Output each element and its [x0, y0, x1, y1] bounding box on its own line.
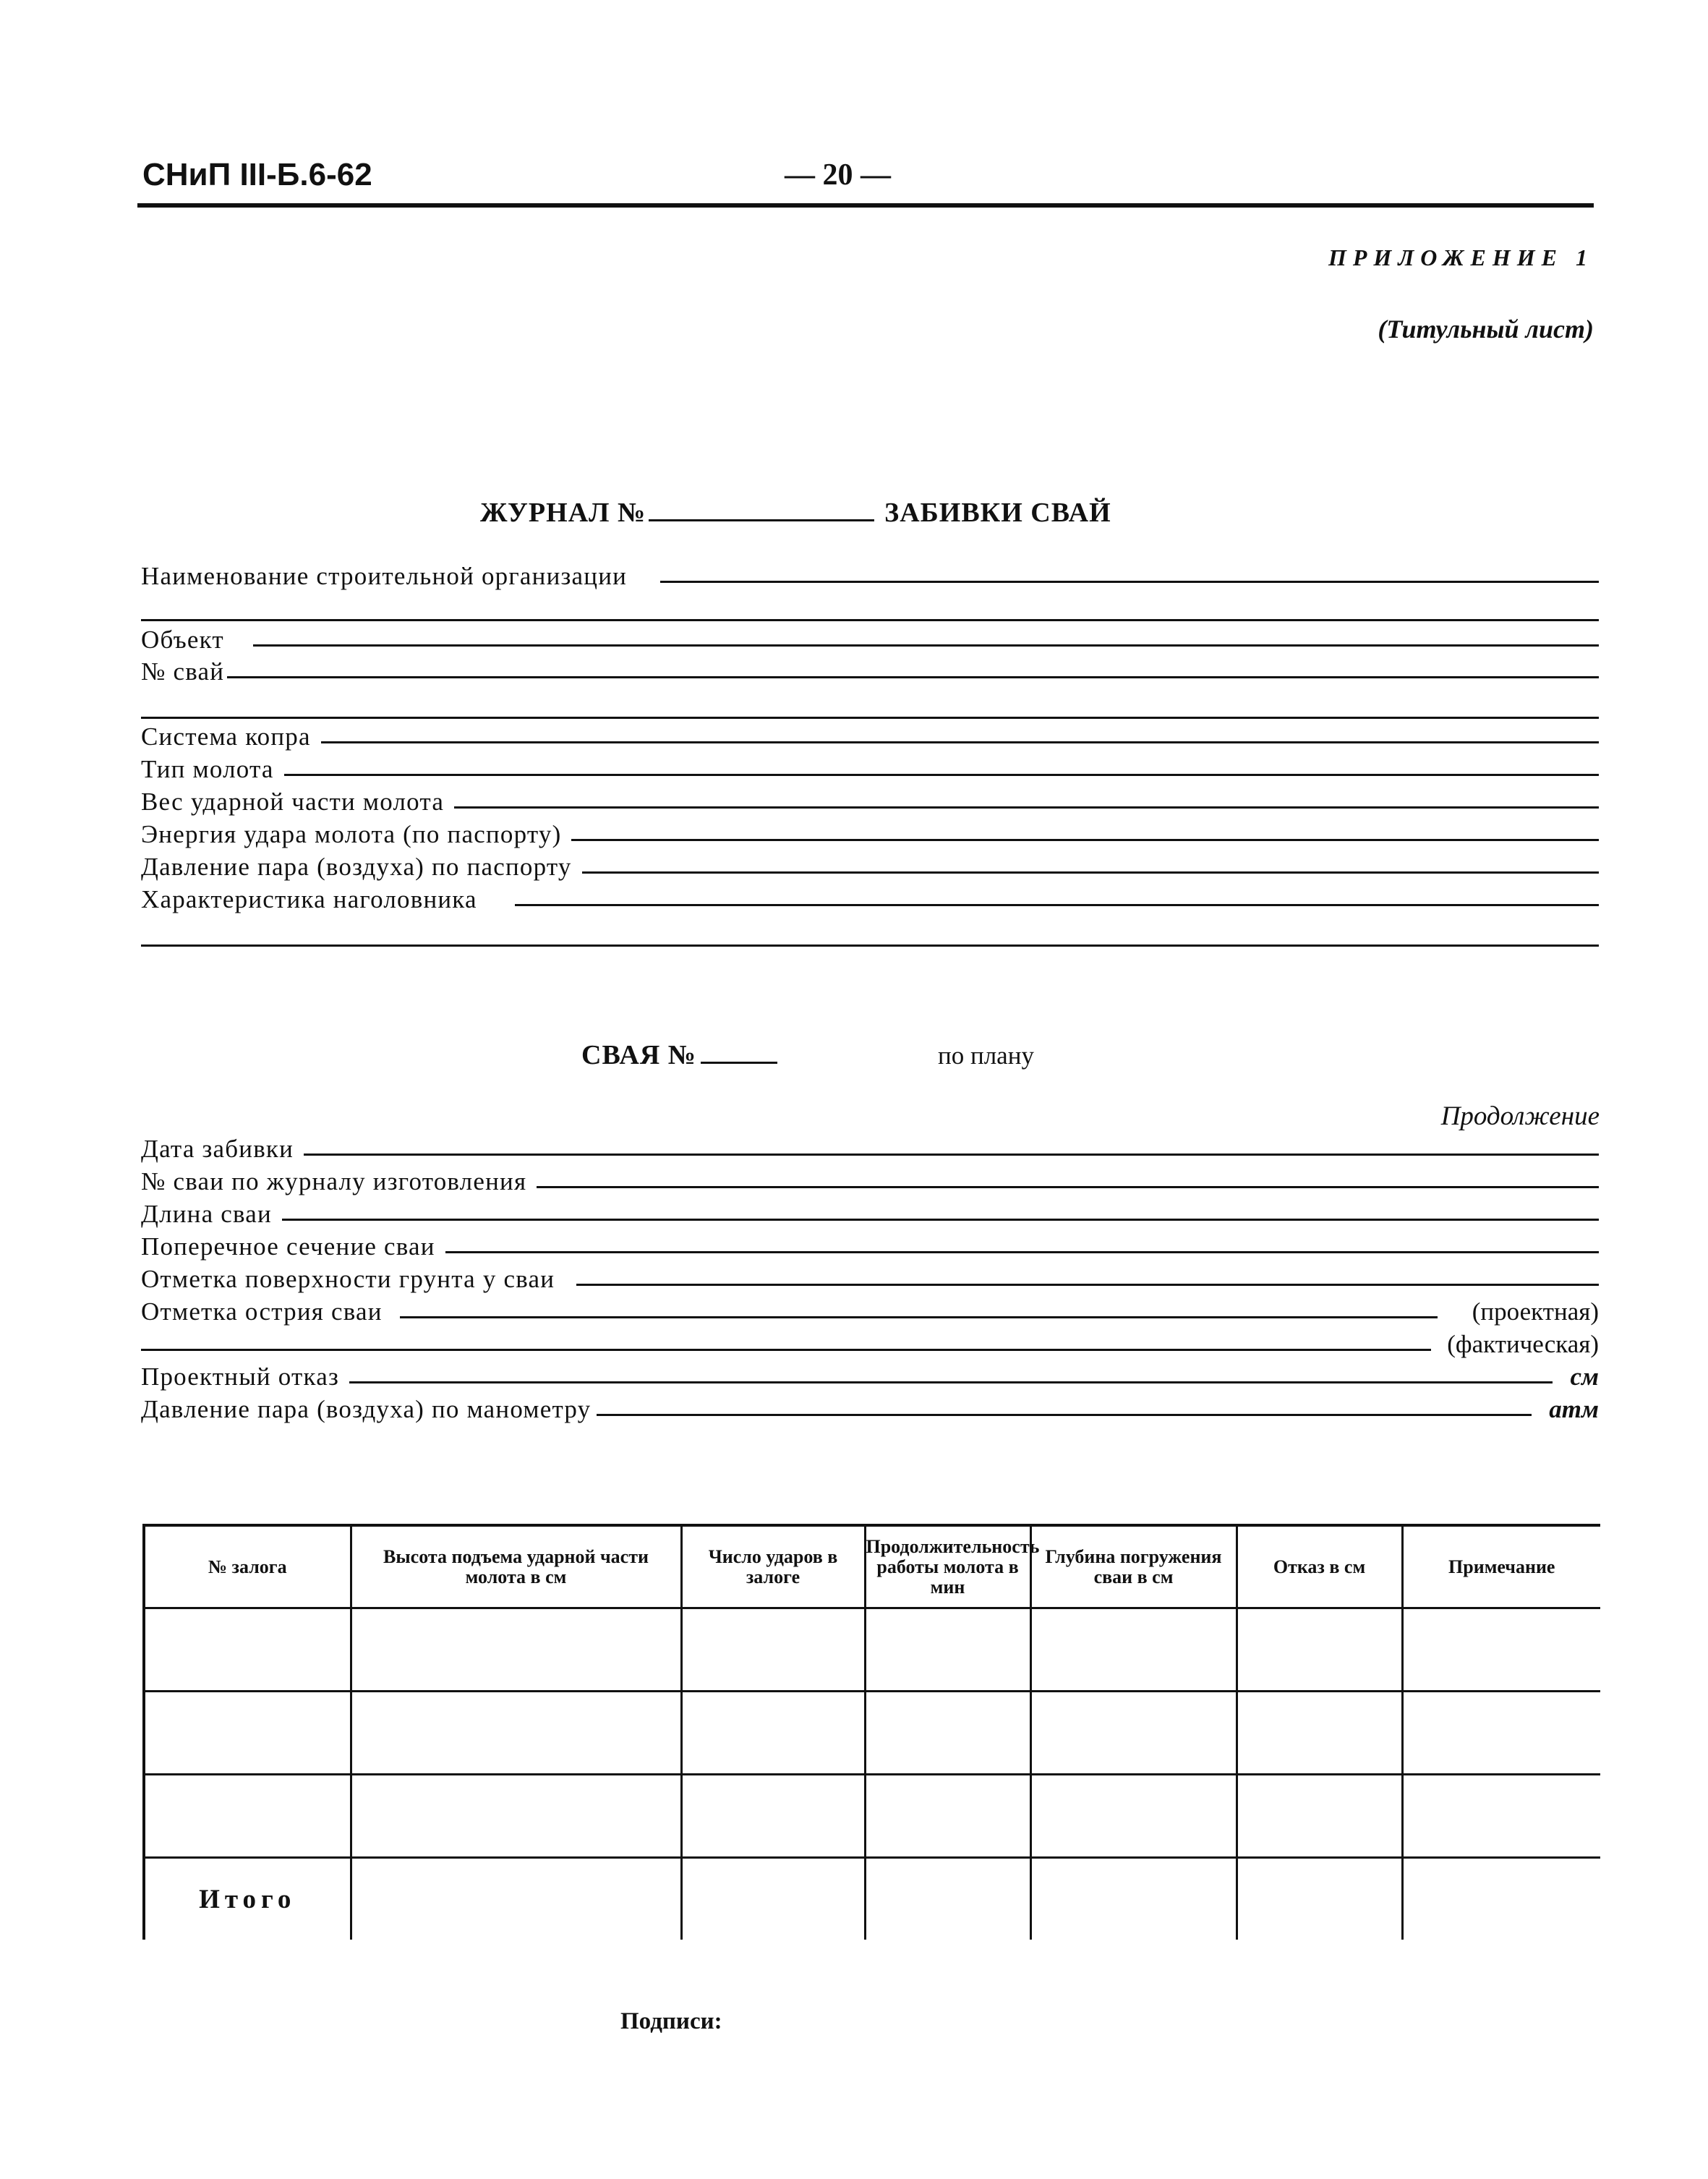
- field-label: Давление пара (воздуха) по манометру: [141, 1395, 592, 1423]
- field-label: Тип молота: [141, 755, 274, 783]
- table-cell[interactable]: [1402, 1608, 1600, 1692]
- fill-line[interactable]: [321, 741, 1599, 743]
- fill-line[interactable]: [227, 675, 1599, 678]
- field-organization[interactable]: [141, 560, 1599, 592]
- total-row: [144, 1858, 1600, 1940]
- field-impact-energy[interactable]: [141, 818, 1599, 850]
- col-header-duration: Продолжительность работы молота в мин: [865, 1525, 1030, 1608]
- field-pile-length[interactable]: [141, 1198, 1599, 1229]
- table-cell[interactable]: [1030, 1775, 1237, 1858]
- journal-suffix: ЗАБИВКИ СВАЙ: [884, 498, 1111, 528]
- blank-line[interactable]: [141, 619, 1599, 621]
- continuation-label: Продолжение: [1440, 1101, 1600, 1131]
- field-steam-pressure-passport[interactable]: [141, 850, 1599, 882]
- actual-unit: (фактическая): [1447, 1330, 1599, 1358]
- fill-line[interactable]: [660, 580, 1599, 583]
- table-cell[interactable]: [1030, 1692, 1237, 1775]
- field-hammer-weight[interactable]: [141, 785, 1599, 817]
- table-cell[interactable]: [351, 1775, 681, 1858]
- total-label: Итого: [144, 1858, 351, 1940]
- fill-line[interactable]: [253, 644, 1599, 647]
- table-cell[interactable]: [1237, 1692, 1402, 1775]
- table-cell[interactable]: [865, 1608, 1030, 1692]
- table-cell[interactable]: [1030, 1858, 1237, 1940]
- table-cell[interactable]: [1402, 1692, 1600, 1775]
- table-header-row: [144, 1525, 1600, 1608]
- table-cell[interactable]: [865, 1692, 1030, 1775]
- field-label: Энергия удара молота (по паспорту): [141, 820, 562, 848]
- col-header-depth: Глубина погружения сваи в см: [1030, 1525, 1237, 1608]
- fill-line[interactable]: [141, 1348, 1431, 1351]
- table-cell[interactable]: [1402, 1858, 1600, 1940]
- signatures-label: Подписи:: [620, 2008, 722, 2034]
- table-cell[interactable]: [865, 1858, 1030, 1940]
- atm-unit: атм: [1549, 1395, 1599, 1423]
- table-row: [144, 1775, 1600, 1858]
- field-driving-date[interactable]: [141, 1133, 1599, 1164]
- col-header-note: Примечание: [1402, 1525, 1600, 1608]
- field-label: № сваи по журналу изготовления: [141, 1167, 527, 1195]
- field-label: Проектный отказ: [141, 1363, 339, 1391]
- field-label: Длина сваи: [141, 1200, 272, 1228]
- field-pile-driver[interactable]: [141, 720, 1599, 752]
- field-label: Отметка поверхности грунта у сваи: [141, 1265, 555, 1293]
- field-piles[interactable]: [141, 655, 1599, 687]
- blank-line[interactable]: [141, 717, 1599, 719]
- field-label: Система копра: [141, 722, 311, 751]
- field-design-refusal[interactable]: [141, 1360, 1599, 1392]
- fill-line[interactable]: [515, 903, 1599, 906]
- field-steam-pressure-gauge[interactable]: [141, 1393, 1599, 1425]
- table-cell[interactable]: [681, 1608, 865, 1692]
- field-pile-log-number[interactable]: [141, 1165, 1599, 1197]
- by-plan-label: по плану: [938, 1041, 1034, 1070]
- pile-number-blank[interactable]: [701, 1062, 777, 1064]
- field-label: Дата забивки: [141, 1135, 294, 1163]
- fill-line[interactable]: [597, 1413, 1532, 1416]
- field-label: № свай: [141, 657, 225, 686]
- fill-line[interactable]: [282, 1218, 1599, 1221]
- field-cross-section[interactable]: [141, 1230, 1599, 1262]
- col-header-number: № залога: [144, 1525, 351, 1608]
- field-object[interactable]: [141, 623, 1599, 655]
- col-header-refusal: Отказ в см: [1237, 1525, 1402, 1608]
- fill-line[interactable]: [349, 1381, 1553, 1383]
- col-header-blows: Число ударов в залоге: [681, 1525, 865, 1608]
- table-cell[interactable]: [681, 1775, 865, 1858]
- driving-log-table: [142, 1524, 1600, 1940]
- field-label: Объект: [141, 626, 224, 654]
- table-cell[interactable]: [1237, 1858, 1402, 1940]
- table-cell[interactable]: [681, 1692, 865, 1775]
- table-cell[interactable]: [144, 1775, 351, 1858]
- cm-unit: см: [1570, 1363, 1599, 1391]
- fill-line[interactable]: [304, 1153, 1599, 1156]
- pile-heading: [581, 1039, 777, 1071]
- table-cell[interactable]: [144, 1692, 351, 1775]
- field-label: Давление пара (воздуха) по паспорту: [141, 853, 572, 881]
- table-cell[interactable]: [865, 1775, 1030, 1858]
- field-label: Вес ударной части молота: [141, 788, 445, 816]
- table-cell[interactable]: [351, 1608, 681, 1692]
- table-cell[interactable]: [1402, 1775, 1600, 1858]
- fill-line[interactable]: [537, 1185, 1599, 1188]
- journal-prefix: ЖУРНАЛ №: [480, 498, 646, 528]
- journal-number-blank[interactable]: [649, 519, 874, 521]
- fill-line[interactable]: [576, 1283, 1599, 1286]
- journal-heading: [480, 497, 1111, 529]
- table-cell[interactable]: [681, 1858, 865, 1940]
- field-label: Отметка острия сваи: [141, 1297, 383, 1326]
- field-label: Наименование строительной организации: [141, 562, 628, 590]
- table-row: [144, 1608, 1600, 1692]
- table-cell[interactable]: [1237, 1608, 1402, 1692]
- pile-prefix: СВАЯ №: [581, 1040, 696, 1070]
- field-helmet[interactable]: [141, 883, 1599, 915]
- header-rule: [137, 203, 1594, 208]
- field-ground-level[interactable]: [141, 1263, 1599, 1295]
- fill-line[interactable]: [582, 871, 1599, 874]
- fill-line[interactable]: [454, 806, 1599, 809]
- field-hammer-type[interactable]: [141, 753, 1599, 785]
- col-header-lift-height: Высота подъема ударной части молота в см: [351, 1525, 681, 1608]
- fill-line[interactable]: [284, 773, 1599, 776]
- fill-line[interactable]: [400, 1315, 1438, 1318]
- document-code: СНиП III-Б.6-62: [142, 157, 372, 192]
- title-sheet-label: (Титульный лист): [1378, 315, 1594, 344]
- blank-line[interactable]: [141, 944, 1599, 947]
- fill-line[interactable]: [445, 1250, 1599, 1253]
- appendix-label: ПРИЛОЖЕНИЕ 1: [1328, 244, 1594, 270]
- field-tip-level-actual[interactable]: [141, 1328, 1599, 1360]
- field-label: Поперечное сечение сваи: [141, 1232, 435, 1261]
- page-number: — 20 —: [785, 158, 891, 192]
- field-tip-level[interactable]: [141, 1295, 1599, 1327]
- table-cell[interactable]: [351, 1858, 681, 1940]
- table-cell[interactable]: [1030, 1608, 1237, 1692]
- field-label: Характеристика наголовника: [141, 885, 477, 913]
- table-cell[interactable]: [144, 1608, 351, 1692]
- table-cell[interactable]: [1237, 1775, 1402, 1858]
- design-unit: (проектная): [1472, 1297, 1599, 1326]
- fill-line[interactable]: [571, 838, 1599, 841]
- table-row: [144, 1692, 1600, 1775]
- table-cell[interactable]: [351, 1692, 681, 1775]
